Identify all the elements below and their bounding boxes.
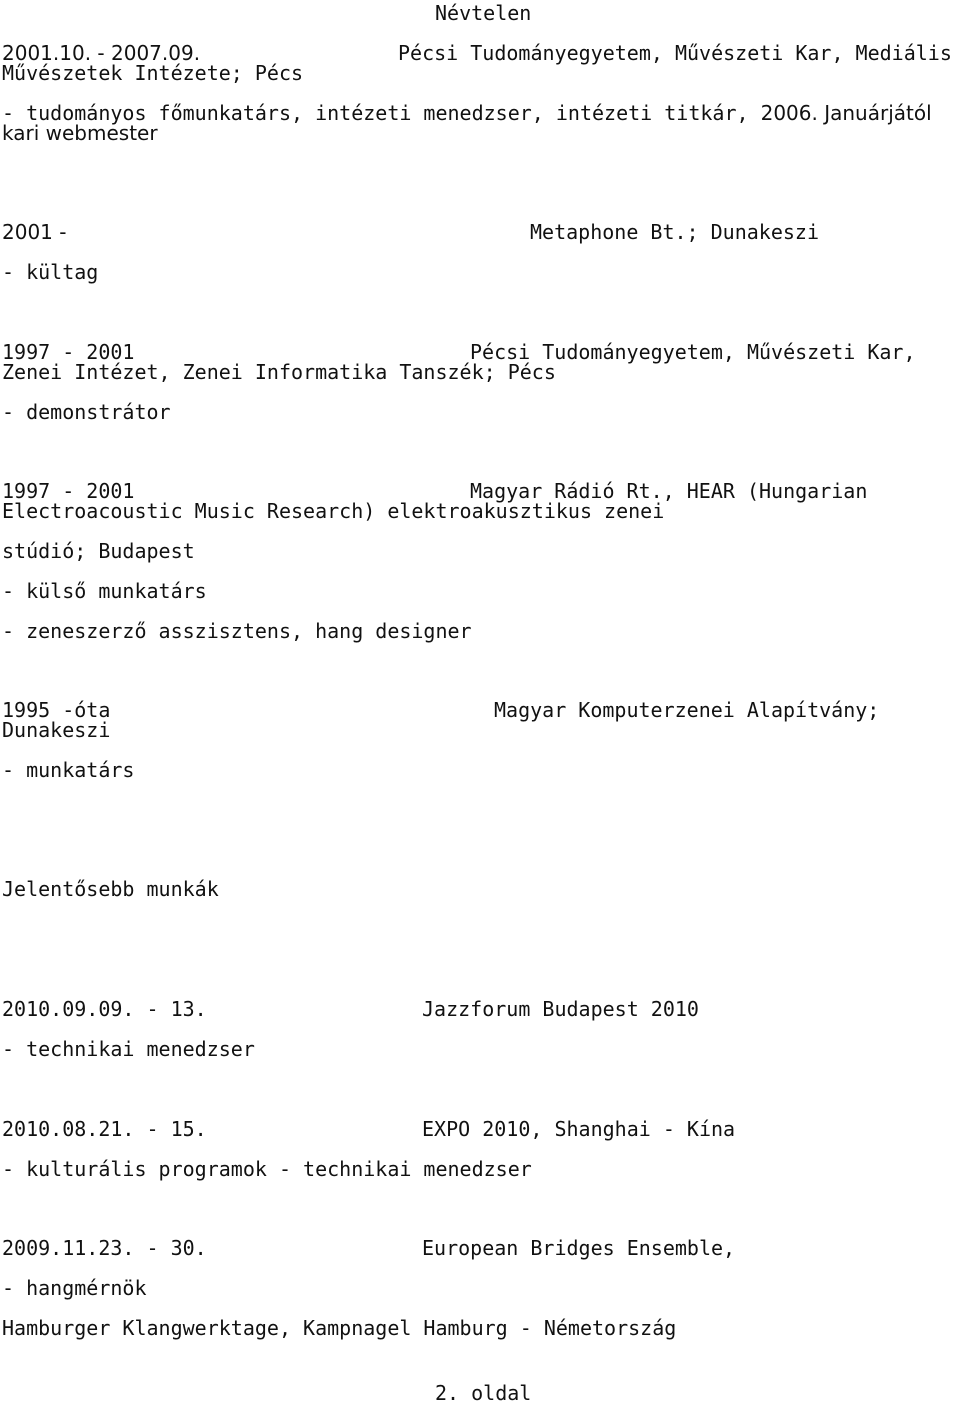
entry-5-role: - munkatárs	[2, 758, 135, 782]
work-2-event: EXPO 2010, Shanghai - Kína	[422, 1117, 736, 1141]
work-1-date: 2010.09.09. - 13.	[2, 997, 207, 1021]
entry-2-date: 2001 -	[2, 220, 67, 244]
entry-5-date: 1995 -óta	[2, 698, 111, 722]
entry-5-org-line1: Magyar Komputerzenei Alapítvány;	[494, 698, 880, 722]
entry-2-org: Metaphone Bt.; Dunakeszi	[530, 220, 819, 244]
work-2-date: 2010.08.21. - 15.	[2, 1117, 207, 1141]
work-2-role: - kulturális programok - technikai menedzser	[2, 1157, 532, 1181]
page-title: Névtelen	[435, 1, 532, 25]
entry-4-role2: - zeneszerző asszisztens, hang designer	[2, 619, 472, 643]
entry-1-role-text: - tudományos főmunkatárs, intézeti menedzser, intézeti titkár,	[2, 101, 761, 125]
entry-3-date: 1997 - 2001	[2, 340, 135, 364]
entry-4-role1: - külső munkatárs	[2, 579, 207, 603]
entry-5-org-line2: Dunakeszi	[2, 718, 111, 742]
entry-4-org-line3: stúdió; Budapest	[2, 539, 195, 563]
entry-3-role: - demonstrátor	[2, 400, 171, 424]
entry-1-date: 2001.10. - 2007.09.	[2, 41, 201, 65]
work-3-role: - hangmérnök	[2, 1276, 147, 1300]
section-heading: Jelentősebb munkák	[2, 877, 219, 901]
work-1-event: Jazzforum Budapest 2010	[422, 997, 699, 1021]
entry-4-org-line1: Magyar Rádió Rt., HEAR (Hungarian	[470, 479, 868, 503]
work-3-venue: Hamburger Klangwerktage, Kampnagel Hamburg - Németország	[2, 1316, 677, 1340]
entry-4-org-line2: Electroacoustic Music Research) elektroakusztikus zenei	[2, 499, 665, 523]
work-3-event: European Bridges Ensemble,	[422, 1236, 736, 1260]
page-number: 2. oldal	[435, 1381, 532, 1405]
entry-1-org-line2: Művészetek Intézete; Pécs	[2, 61, 304, 85]
entry-1-org-line1: Pécsi Tudományegyetem, Művészeti Kar, Mediális	[398, 41, 952, 65]
entry-2-role: - kültag	[2, 260, 99, 284]
entry-4-date: 1997 - 2001	[2, 479, 135, 503]
entry-3-org-line1: Pécsi Tudományegyetem, Művészeti Kar,	[470, 340, 916, 364]
work-3-date: 2009.11.23. - 30.	[2, 1236, 207, 1260]
entry-1-role-line2: kari webmester	[2, 121, 158, 145]
entry-3-org-line2: Zenei Intézet, Zenei Informatika Tanszék; Pécs	[2, 360, 556, 384]
entry-1-role-date: 2006. Januárjától	[760, 101, 932, 125]
entry-1-role-line1	[2, 103, 932, 123]
work-1-role: - technikai menedzser	[2, 1037, 255, 1061]
